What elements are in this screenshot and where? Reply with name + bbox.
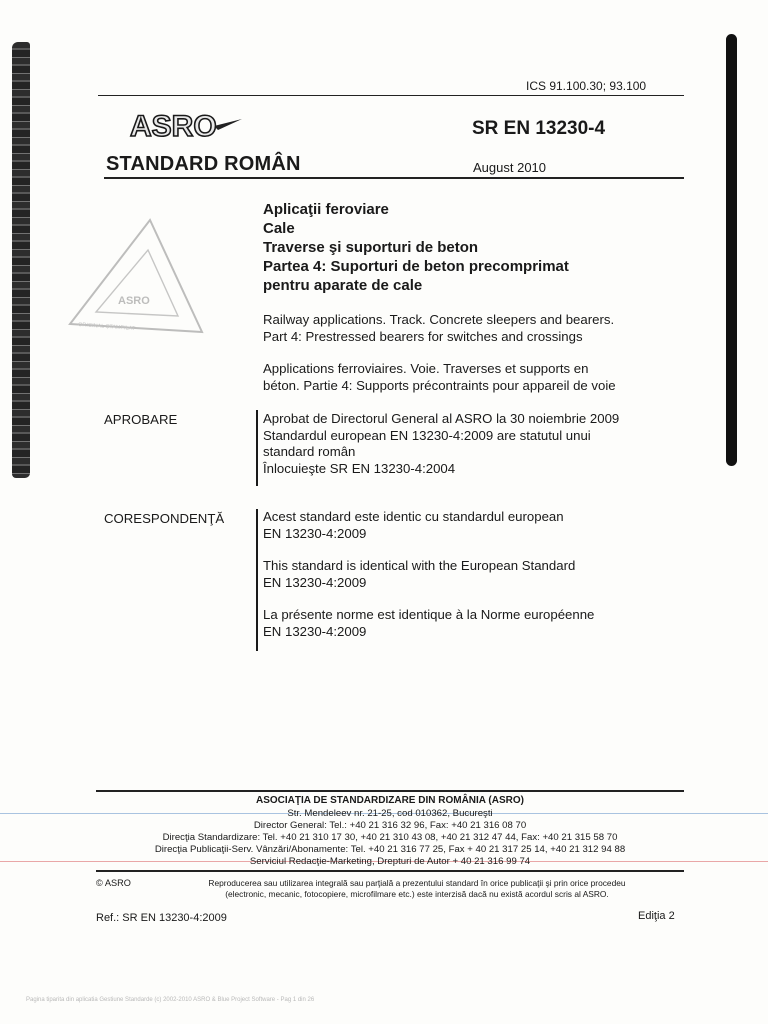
footer-address: Str. Mendeleev nr. 21-25, cod 010362, Bucureşti	[287, 808, 493, 819]
footer-organization: ASOCIAŢIA DE STANDARDIZARE DIN ROMÂNIA (ASRO)	[256, 795, 524, 806]
notice-line: (electronic, mecanic, fotocopiere, microfilmare etc.) este interzisă dacă nu există acordul scris al ASRO.	[225, 889, 609, 899]
asro-logo	[128, 106, 244, 146]
title-en-line: Part 4: Prestressed bearers for switches and crossings	[263, 329, 583, 344]
footer-standardization-dept: Direcţia Standardizare: Tel. +40 21 310 17 30, +40 21 310 43 08, +40 21 312 47 44, Fax: +40 21 315 58 70	[162, 832, 618, 843]
notice-line: Reproducerea sau utilizarea integrală sau parţială a prezentului standard în orice publicaţii şi prin orice procedeu	[208, 878, 626, 888]
approval-divider	[256, 410, 258, 486]
scan-edge-mark-left	[12, 42, 30, 478]
footer-publications-dept: Direcţia Publicaţii-Serv. Vânzări/Abonamente: Tel. +40 21 316 77 25, Fax + 40 21 317 25 14, +40 21 312 94 88	[154, 844, 626, 855]
standard-date: August 2010	[473, 160, 547, 175]
title-romanian	[263, 200, 569, 295]
footer-top-rule	[96, 790, 684, 792]
approval-text	[263, 411, 677, 477]
title-ro-line: Partea 4: Suporturi de beton precomprimat	[263, 258, 569, 275]
correspondence-ro	[263, 509, 677, 542]
title-french	[263, 360, 683, 394]
ics-classification: ICS 91.100.30; 93.100	[526, 79, 647, 93]
scan-edge-mark-right	[726, 34, 737, 466]
copyright-mark: © ASRO	[96, 878, 131, 888]
reference-code: Ref.: SR EN 13230-4:2009	[96, 912, 227, 924]
reproduction-notice	[152, 878, 682, 900]
asro-logo-graphic	[128, 106, 244, 146]
print-watermark: Pagina tiparita din aplicatia Gestiune Standarde (c) 2002-2010 ASRO & Blue Project Software - Pag 1 din 26	[26, 997, 315, 1003]
approval-line: Standardul european EN 13230-4:2009 are statutul unui	[263, 427, 591, 443]
footer-director: Director General: Tel.: +40 21 316 32 96, Fax: +40 21 316 08 70	[253, 820, 527, 831]
approval-line: Înlocuieşte SR EN 13230-4:2004	[263, 460, 456, 476]
title-ro-line: Traverse şi suporturi de beton	[263, 239, 479, 256]
logo-text: ASRO	[130, 110, 217, 143]
standard-code: SR EN 13230-4	[472, 118, 606, 139]
approval-line: standard român	[263, 444, 356, 459]
standard-type-title: STANDARD ROMÂN	[106, 153, 301, 175]
approval-line: Aprobat de Directorul General al ASRO la 30 noiembrie 2009	[263, 411, 620, 426]
correspondence-en-line: This standard is identical with the European Standard	[263, 558, 576, 573]
asro-triangle-stamp	[66, 216, 206, 340]
title-fr-line: Applications ferroviaires. Voie. Traverses et supports en	[263, 361, 589, 376]
title-ro-line: Cale	[263, 220, 295, 237]
footer-marketing-service: Serviciul Redacţie-Marketing, Drepturi de Autor + 40 21 316 99 74	[249, 856, 531, 867]
correspondence-ro-line: Acest standard este identic cu standardul european	[263, 509, 564, 524]
correspondence-label: CORESPONDENŢĂ	[104, 511, 225, 526]
correspondence-fr-line: La présente norme est identique à la Norme européenne	[263, 607, 595, 622]
correspondence-ro-line: EN 13230-4:2009	[263, 525, 367, 541]
header-bottom-rule	[104, 177, 684, 179]
stamp-bottom-text: ORIGINAL ȘTAMPILAT	[77, 322, 136, 332]
header-top-rule	[98, 95, 684, 96]
title-ro-line: pentru aparate de cale	[263, 277, 423, 294]
correspondence-divider	[256, 509, 258, 651]
title-fr-line: béton. Partie 4: Supports précontraints pour appareil de voie	[263, 378, 616, 393]
correspondence-en-line: EN 13230-4:2009	[263, 574, 367, 590]
correspondence-en	[263, 558, 677, 591]
footer-bottom-rule	[96, 870, 684, 872]
title-en-line: Railway applications. Track. Concrete sleepers and bearers.	[263, 312, 615, 327]
edition-number: Ediţia 2	[638, 910, 675, 922]
correspondence-fr	[263, 607, 677, 640]
correspondence-fr-line: EN 13230-4:2009	[263, 623, 367, 639]
stamp-center-text: ASRO	[118, 295, 150, 307]
title-english	[263, 311, 683, 345]
approval-label: APROBARE	[104, 412, 178, 427]
title-ro-line: Aplicaţii feroviare	[263, 201, 389, 218]
